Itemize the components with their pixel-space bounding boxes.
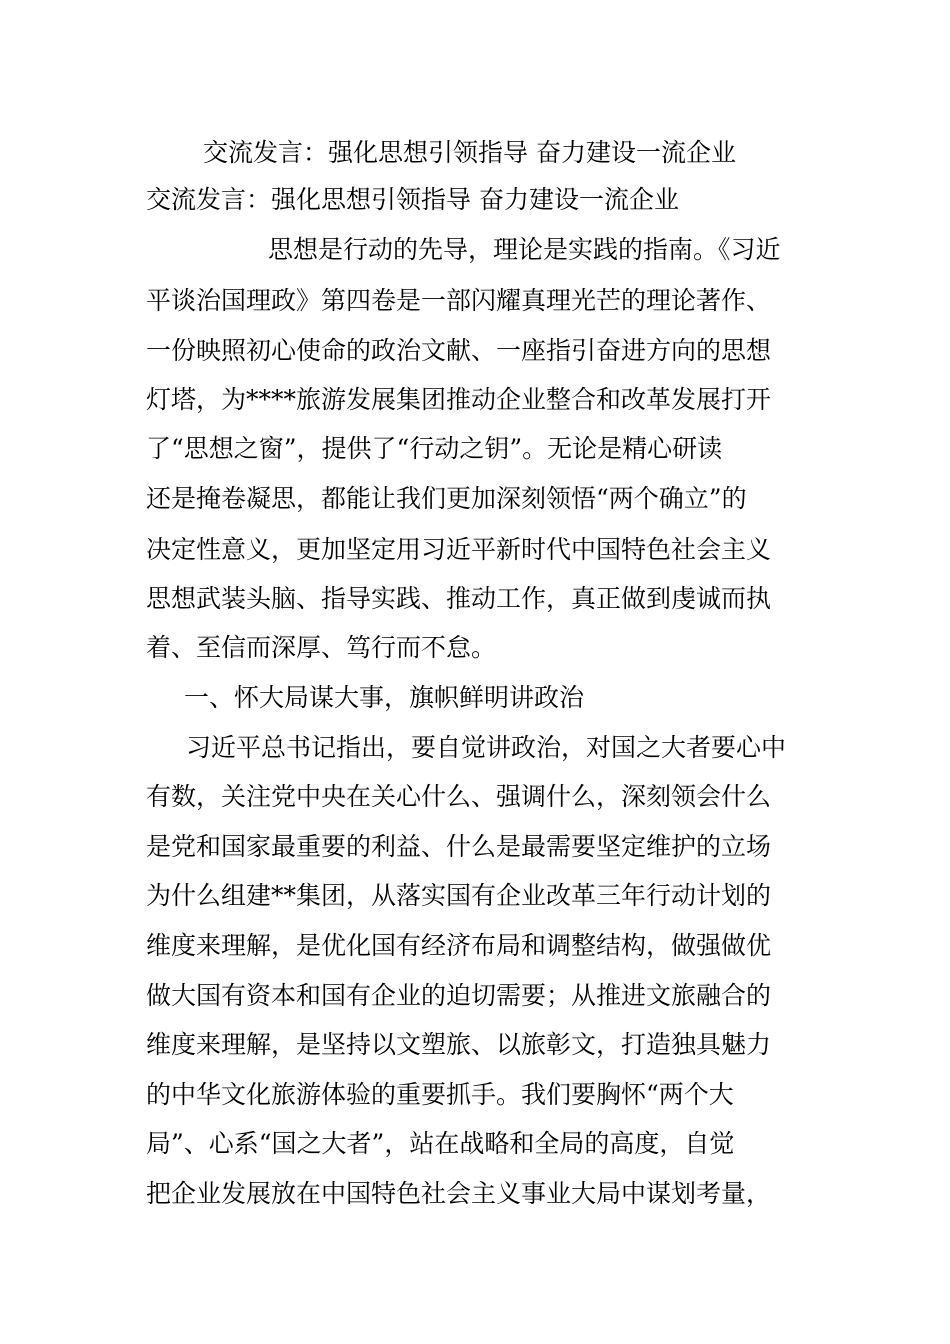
paragraph-1-line: 还是掩卷凝思，都能让我们更加深刻领悟“两个确立”的 [146,484,747,513]
paragraph-2-line: 维度来理解，是坚持以文塑旅、以旅彰文，打造独具魅力 [146,1030,772,1059]
paragraph-2-line: 维度来理解，是优化国有经济布局和调整结构，做强做优 [146,931,772,960]
paragraph-2-line: 是党和国家最重要的利益、什么是最需要坚定维护的立场 [146,832,772,861]
document-title: 交流发言：强化思想引领指导 奋力建设一流企业 [203,138,736,167]
paragraph-2-line: 局”、心系“国之大者”，站在战略和全局的高度，自觉 [146,1129,735,1158]
paragraph-2-line: 有数，关注党中央在关心什么、强调什么，深刻领会什么 [146,782,772,811]
paragraph-2-line: 把企业发展放在中国特色社会主义事业大局中谋划考量， [146,1179,772,1208]
paragraph-1-line: 思想武装头脑、指导实践、推动工作，真正做到虔诚而执 [146,584,772,613]
paragraph-1-line: 思想是行动的先导，理论是实践的指南。《习近 [268,235,781,264]
paragraph-1-line: 决定性意义，更加坚定用习近平新时代中国特色社会主义 [146,535,772,564]
paragraph-2-line: 做大国有资本和国有企业的迫切需要；从推进文旅融合的 [146,981,772,1010]
section-1-heading: 一、怀大局谋大事，旗帜鲜明讲政治 [184,683,585,712]
document-subtitle: 交流发言：强化思想引领指导 奋力建设一流企业 [146,185,679,214]
paragraph-1-line: 了“思想之窗”，提供了“行动之钥”。无论是精心研读 [146,434,723,463]
paragraph-1-line: 一份映照初心使命的政治文献、一座指引奋进方向的思想 [146,336,772,365]
paragraph-1-line: 灯塔，为****旅游发展集团推动企业整合和改革发展打开 [146,385,772,414]
paragraph-2-line: 为什么组建**集团，从落实国有企业改革三年行动计划的 [146,881,772,910]
paragraph-2-line: 的中华文化旅游体验的重要抓手。我们要胸怀“两个大 [146,1080,734,1109]
paragraph-1-line: 着、至信而深厚、笃行而不怠。 [146,633,497,662]
paragraph-1-line: 平谈治国理政》第四卷是一部闪耀真理光芒的理论著作、 [146,286,772,315]
paragraph-2-line: 习近平总书记指出，要自觉讲政治，对国之大者要心中 [186,733,787,762]
